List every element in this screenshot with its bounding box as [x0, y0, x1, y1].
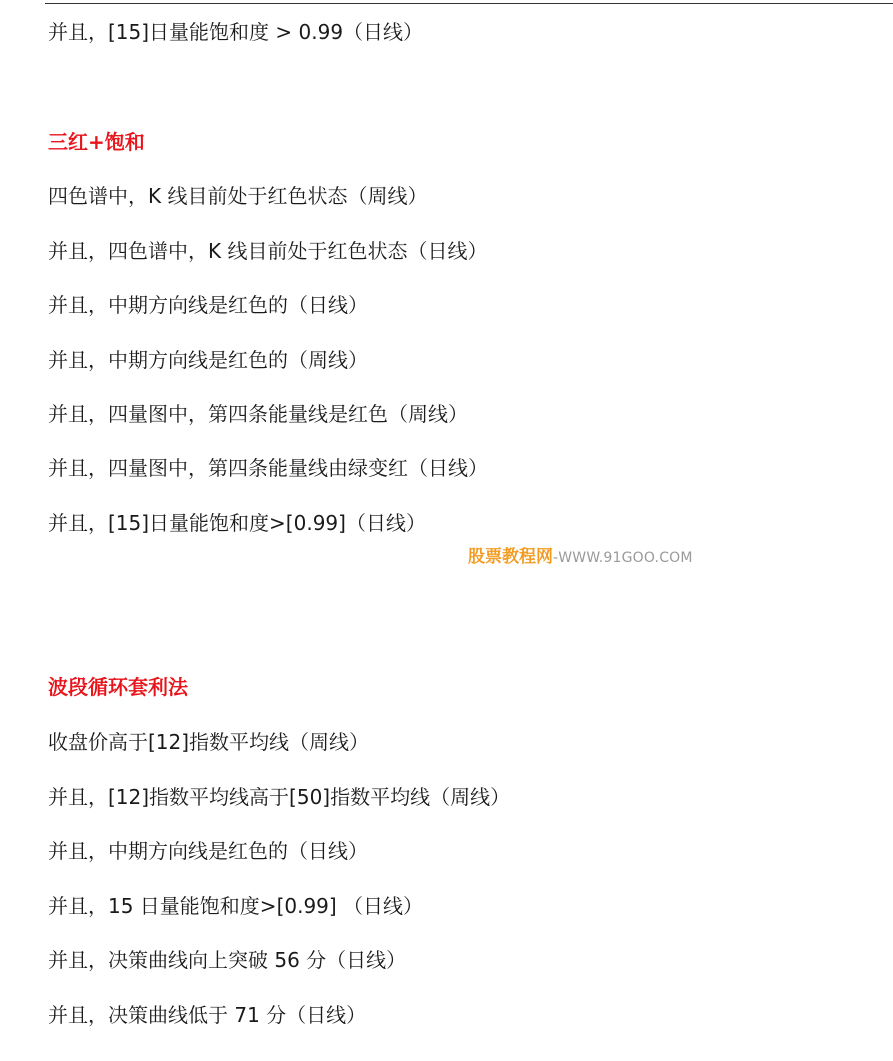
condition-line: 四色谱中，K 线目前处于红色状态（周线）	[48, 184, 428, 208]
watermark-url: -WWW.91GOO.COM	[553, 550, 693, 566]
section-heading-three-red: 三红+饱和	[48, 130, 145, 154]
section-heading-wave-arbitrage: 波段循环套利法	[48, 675, 188, 699]
condition-line: 并且，[15]日量能饱和度>[0.99]（日线）	[48, 511, 426, 535]
condition-line: 并且，决策曲线低于 71 分（日线）	[48, 1003, 367, 1027]
condition-line: 并且，四色谱中，K 线目前处于红色状态（日线）	[48, 239, 488, 263]
condition-line: 并且，四量图中，第四条能量线是红色（周线）	[48, 402, 468, 426]
condition-line: 并且，15 日量能饱和度>[0.99] （日线）	[48, 894, 424, 918]
condition-line: 并且，[12]指数平均线高于[50]指数平均线（周线）	[48, 785, 511, 809]
watermark	[468, 545, 693, 570]
condition-line: 并且，中期方向线是红色的（日线）	[48, 293, 368, 317]
condition-line: 收盘价高于[12]指数平均线（周线）	[48, 730, 370, 754]
condition-line: 并且，中期方向线是红色的（周线）	[48, 348, 368, 372]
condition-line: 并且，中期方向线是红色的（日线）	[48, 839, 368, 863]
condition-line: 并且，[15]日量能饱和度 > 0.99（日线）	[48, 20, 424, 44]
watermark-brand: 股票教程网	[468, 547, 553, 567]
condition-line: 并且，决策曲线向上突破 56 分（日线）	[48, 948, 407, 972]
top-divider	[45, 3, 893, 4]
condition-line: 并且，四量图中，第四条能量线由绿变红（日线）	[48, 456, 488, 480]
